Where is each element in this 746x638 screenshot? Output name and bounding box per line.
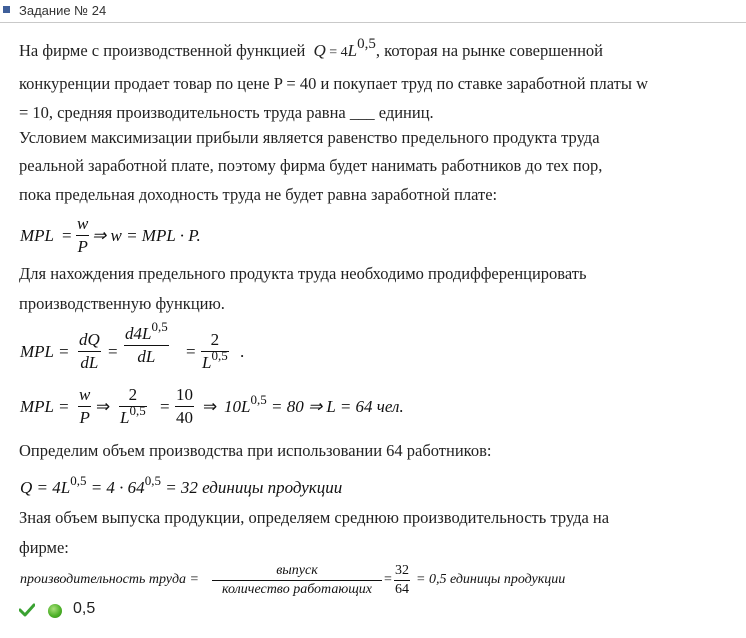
task-title: Задание № 24 [19,3,107,18]
header-square-icon [3,6,10,13]
task-line-3: = 10, средняя производительность труда равна ___ единиц. [19,103,434,122]
solution-line-6: Определим объем производства при использовании 64 работников: [19,441,492,460]
solution-line-8: фирме: [19,538,69,557]
solution-line-5: производственную функцию. [19,294,225,313]
task-formula: Q = 4L0,5 [313,36,376,60]
answer-value: 0,5 [73,600,96,617]
task-line-1 [19,36,603,61]
task-line-2: конкуренции продает товар по цене P = 40 и покупает труд по ставке заработной платы w [19,74,648,93]
solution-line-4: Для нахождения предельного продукта труда необходимо продифференцировать [19,264,587,283]
correct-answer-radio-icon[interactable] [48,604,62,618]
equation-output: $Q = 4L^{0,5} = 4 \cdot 64^{0,5} = 32$ единицы продукции [20,473,343,497]
solution-line-1: Условием максимизации прибыли является равенство предельного продукта труда [19,128,600,147]
task-header [0,0,746,23]
solution-line-2: реальной заработной плате, поэтому фирма будет нанимать работников до тех пор, [19,156,603,175]
task-text-after: , которая на рынке совершенной [375,41,603,60]
check-icon [19,603,35,617]
solution-line-7: Зная объем выпуска продукции, определяем среднюю производительность труда на [19,508,610,527]
task-text: На фирме с производственной функцией [19,41,306,60]
solution-line-3: пока предельная доходность труда не будет равна заработной плате: [19,185,498,204]
